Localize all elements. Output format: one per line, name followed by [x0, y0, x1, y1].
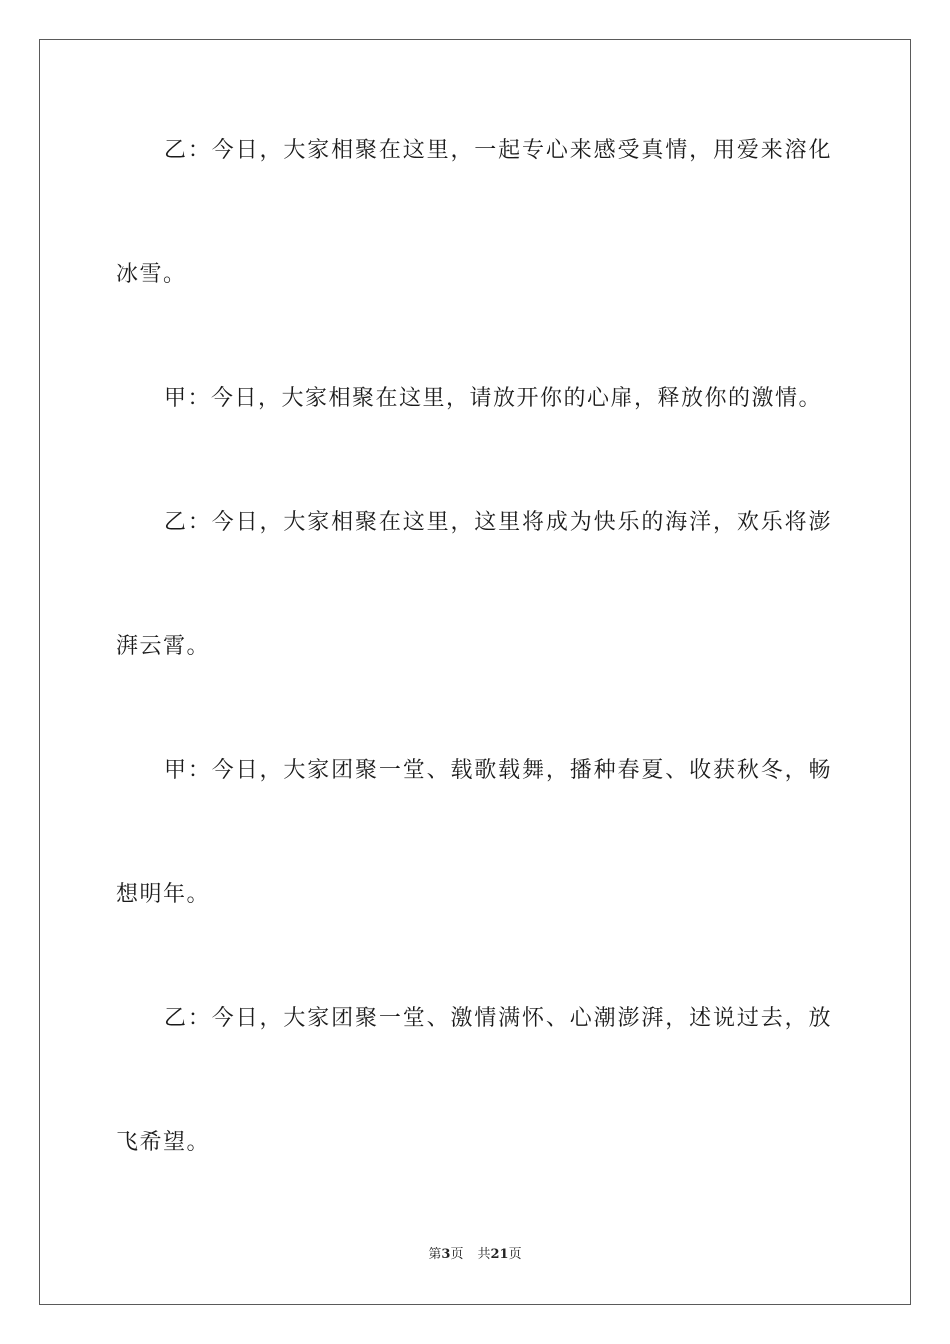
paragraph-3-line-2: 湃云霄。 — [116, 634, 211, 659]
paragraph-4-line-1: 甲：今日，大家团聚一堂、载歌载舞，播种春夏、收获秋冬，畅 — [164, 758, 832, 783]
paragraph-1-line-2: 冰雪。 — [116, 262, 187, 287]
current-page-number: 3 — [441, 1247, 451, 1262]
paragraph-5-line-1: 乙：今日，大家团聚一堂、激情满怀、心潮澎湃，述说过去，放 — [164, 1006, 832, 1031]
paragraph-3-line-1: 乙：今日，大家相聚在这里，这里将成为快乐的海洋，欢乐将澎 — [164, 510, 832, 535]
total-pages-number: 21 — [490, 1247, 509, 1262]
page-footer — [0, 1246, 950, 1264]
paragraph-5-line-2: 飞希望。 — [116, 1130, 211, 1155]
footer-page-unit: 页 — [450, 1247, 464, 1262]
footer-total-prefix: 共 — [477, 1247, 491, 1262]
footer-prefix: 第 — [428, 1247, 442, 1262]
page-border — [39, 39, 911, 1305]
paragraph-1-line-1: 乙：今日，大家相聚在这里，一起专心来感受真情，用爱来溶化 — [164, 138, 832, 163]
paragraph-4-line-2: 想明年。 — [116, 882, 211, 907]
paragraph-2-line-1: 甲：今日，大家相聚在这里，请放开你的心扉，释放你的激情。 — [164, 386, 823, 411]
footer-total-unit: 页 — [508, 1247, 522, 1262]
